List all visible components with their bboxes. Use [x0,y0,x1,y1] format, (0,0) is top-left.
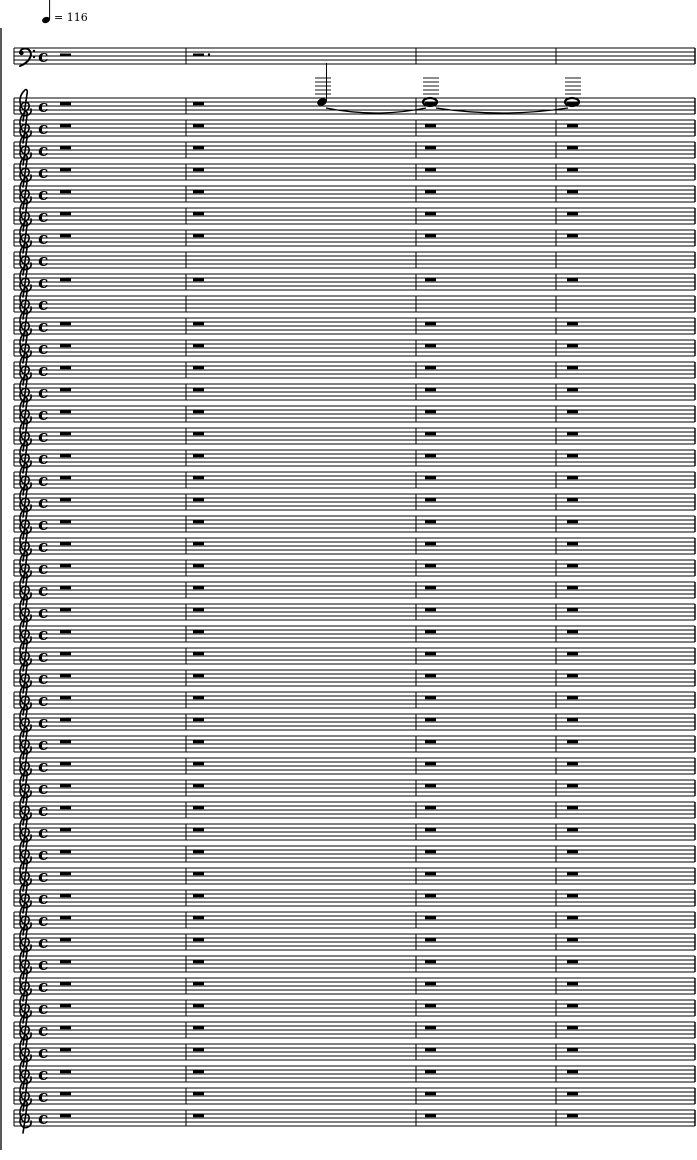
whole-rest-icon [60,344,71,347]
whole-rest-icon [425,1004,436,1007]
whole-rest-icon [567,498,578,501]
whole-rest-icon [425,718,436,721]
whole-rest-icon [567,806,578,809]
whole-rest-icon [567,344,578,347]
whole-rest-icon [60,432,71,435]
whole-rest-icon [193,1092,204,1095]
whole-rest-icon [60,916,71,919]
whole-rest-icon [567,212,578,215]
whole-rest-icon [60,124,71,127]
whole-rest-icon [567,1114,578,1117]
whole-rest-icon [425,498,436,501]
staff-26 [14,618,695,649]
common-time-icon: c [38,427,49,447]
staff-36 [14,838,695,869]
whole-rest-icon [60,674,71,677]
whole-rest-icon [60,696,71,699]
whole-rest-icon [567,168,578,171]
common-time-icon: c [38,1109,49,1129]
staff-9 [14,244,695,275]
whole-rest-icon [567,520,578,523]
staff-47 [14,1080,695,1111]
common-time-icon: c [38,449,49,469]
common-time-icon: c [38,119,49,139]
whole-rest-icon [425,278,436,281]
staff-24 [14,574,695,605]
staff-10 [14,266,695,297]
common-time-icon: c [38,713,49,733]
whole-rest-icon [193,454,204,457]
staff-34 [14,794,695,825]
whole-rest-icon [193,520,204,523]
whole-rest-icon [60,1048,71,1051]
whole-rest-icon [425,1114,436,1117]
common-time-icon: c [38,1065,49,1085]
whole-rest-icon [60,806,71,809]
common-time-icon: c [38,757,49,777]
whole-rest-icon [60,520,71,523]
whole-rest-icon [567,190,578,193]
whole-rest-icon [60,212,71,215]
whole-rest-icon [60,278,71,281]
augmentation-dot [208,53,210,55]
whole-rest-icon [425,454,436,457]
half-rest-icon [193,54,204,57]
common-time-icon: c [38,273,49,293]
whole-rest-icon [425,916,436,919]
whole-rest-icon [567,234,578,237]
whole-rest-icon [60,322,71,325]
staff-6 [14,178,695,209]
whole-rest-icon [193,608,204,611]
whole-rest-icon [60,410,71,413]
whole-rest-icon [425,982,436,985]
staff-29 [14,684,695,715]
whole-rest-icon [60,718,71,721]
staff-11 [14,288,695,319]
whole-rest-icon [425,872,436,875]
whole-rest-icon [425,190,436,193]
staff-37 [14,860,695,891]
whole-rest-icon [567,784,578,787]
whole-rest-icon [193,806,204,809]
whole-rest-icon [60,894,71,897]
whole-rest-icon [193,718,204,721]
whole-rest-icon [567,102,578,105]
whole-rest-icon [425,828,436,831]
whole-rest-icon [193,1048,204,1051]
whole-rest-icon [60,630,71,633]
whole-rest-icon [193,1114,204,1117]
staff-32 [14,750,695,781]
whole-rest-icon [425,388,436,391]
whole-rest-icon [193,278,204,281]
staff-20 [14,486,695,517]
whole-rest-icon [193,872,204,875]
whole-rest-icon [60,828,71,831]
half-rest-icon [60,54,71,57]
common-time-icon: c [38,801,49,821]
whole-rest-icon [425,762,436,765]
staff-12 [14,310,695,341]
common-time-icon: c [38,669,49,689]
whole-rest-icon [193,388,204,391]
whole-rest-icon [425,652,436,655]
common-time-icon: c [38,471,49,491]
whole-rest-icon [193,740,204,743]
whole-rest-icon [193,432,204,435]
common-time-icon: c [38,317,49,337]
staff-22 [14,530,695,561]
whole-rest-icon [567,146,578,149]
common-time-icon: c [38,405,49,425]
common-time-icon: c [38,647,49,667]
whole-rest-icon [193,850,204,853]
staff-4 [14,134,695,165]
whole-rest-icon [60,982,71,985]
whole-rest-icon [567,454,578,457]
whole-rest-icon [425,168,436,171]
whole-rest-icon [425,850,436,853]
whole-rest-icon [193,322,204,325]
common-time-icon: c [38,735,49,755]
whole-rest-icon [60,454,71,457]
staff-42 [14,970,695,1001]
whole-rest-icon [425,124,436,127]
whole-rest-icon [425,520,436,523]
whole-rest-icon [60,388,71,391]
staff-30 [14,706,695,737]
common-time-icon: c [38,1021,49,1041]
whole-rest-icon [60,938,71,941]
common-time-icon: c [38,185,49,205]
whole-rest-icon [60,498,71,501]
whole-rest-icon [567,850,578,853]
whole-rest-icon [567,1004,578,1007]
staff-16 [14,398,695,429]
whole-rest-icon [60,1092,71,1095]
staff-46 [14,1058,695,1089]
whole-rest-icon [60,740,71,743]
whole-rest-icon [193,1026,204,1029]
staff-45 [14,1036,695,1067]
whole-rest-icon [193,234,204,237]
common-time-icon: c [38,845,49,865]
whole-rest-icon [193,916,204,919]
tie [326,108,426,113]
whole-rest-icon [567,1026,578,1029]
whole-rest-icon [567,278,578,281]
whole-rest-icon [425,476,436,479]
whole-rest-icon [425,696,436,699]
whole-rest-icon [60,366,71,369]
common-time-icon: c [38,141,49,161]
whole-rest-icon [425,586,436,589]
whole-rest-icon [60,608,71,611]
whole-rest-icon [193,168,204,171]
whole-rest-icon [193,982,204,985]
tie [436,108,568,113]
common-time-icon: c [38,47,49,67]
whole-rest-icon [425,234,436,237]
staff-14 [14,354,695,385]
staff-44 [14,1014,695,1045]
whole-rest-icon [193,696,204,699]
whole-rest-icon [567,916,578,919]
whole-rest-icon [567,894,578,897]
whole-rest-icon [193,586,204,589]
staff-25 [14,596,695,627]
whole-rest-icon [567,322,578,325]
whole-rest-icon [193,146,204,149]
staff-8 [14,222,695,253]
whole-rest-icon [60,762,71,765]
whole-rest-icon [60,102,71,105]
whole-rest-icon [567,476,578,479]
whole-rest-icon [567,674,578,677]
common-time-icon: c [38,559,49,579]
whole-rest-icon [567,410,578,413]
common-time-icon: c [38,955,49,975]
whole-rest-icon [425,1092,436,1095]
whole-rest-icon [567,432,578,435]
staff-33 [14,772,695,803]
whole-rest-icon [193,190,204,193]
whole-rest-icon [425,740,436,743]
whole-rest-icon [193,652,204,655]
staff-1 [14,47,695,67]
common-time-icon: c [38,295,49,315]
whole-rest-icon [425,212,436,215]
whole-rest-icon [425,784,436,787]
whole-rest-icon [60,234,71,237]
whole-rest-icon [425,1048,436,1051]
whole-rest-icon [193,1070,204,1073]
staff-38 [14,882,695,913]
common-time-icon: c [38,493,49,513]
common-time-icon: c [38,625,49,645]
whole-rest-icon [193,960,204,963]
common-time-icon: c [38,889,49,909]
whole-rest-icon [567,718,578,721]
common-time-icon: c [38,823,49,843]
whole-rest-icon [567,608,578,611]
staff-2 [14,63,695,121]
staff-7 [14,200,695,231]
whole-rest-icon [193,498,204,501]
whole-rest-icon [193,102,204,105]
whole-rest-icon [193,630,204,633]
whole-rest-icon [60,542,71,545]
staff-18 [14,442,695,473]
whole-rest-icon [60,960,71,963]
whole-rest-icon [193,564,204,567]
whole-rest-icon [60,1026,71,1029]
whole-rest-icon [60,872,71,875]
common-time-icon: c [38,1043,49,1063]
common-time-icon: c [38,977,49,997]
whole-rest-icon [425,938,436,941]
whole-rest-icon [425,344,436,347]
staff-35 [14,816,695,847]
common-time-icon: c [38,537,49,557]
whole-rest-icon [60,168,71,171]
whole-rest-icon [60,146,71,149]
whole-rest-icon [567,872,578,875]
staff-28 [14,662,695,693]
whole-rest-icon [425,674,436,677]
staff-31 [14,728,695,759]
whole-rest-icon [193,674,204,677]
whole-rest-icon [567,1070,578,1073]
whole-rest-icon [425,806,436,809]
common-time-icon: c [38,911,49,931]
staff-17 [14,420,695,451]
common-time-icon: c [38,515,49,535]
whole-rest-icon [60,190,71,193]
whole-rest-icon [567,982,578,985]
whole-rest-icon [425,894,436,897]
common-time-icon: c [38,229,49,249]
whole-rest-icon [193,124,204,127]
whole-rest-icon [193,762,204,765]
whole-rest-icon [567,630,578,633]
whole-rest-icon [425,366,436,369]
whole-rest-icon [60,850,71,853]
common-time-icon: c [38,581,49,601]
whole-rest-icon [425,542,436,545]
whole-rest-icon [193,784,204,787]
whole-rest-icon [567,960,578,963]
whole-rest-icon [193,344,204,347]
staff-48 [14,1102,695,1133]
whole-rest-icon [425,564,436,567]
staff-43 [14,992,695,1023]
whole-rest-icon [567,124,578,127]
staff-23 [14,552,695,583]
staff-19 [14,464,695,495]
whole-rest-icon [193,828,204,831]
whole-rest-icon [567,542,578,545]
whole-rest-icon [567,1048,578,1051]
common-time-icon: c [38,779,49,799]
whole-rest-icon [425,1026,436,1029]
staff-3 [14,112,695,143]
whole-rest-icon [60,476,71,479]
common-time-icon: c [38,163,49,183]
whole-rest-icon [60,1070,71,1073]
common-time-icon: c [38,207,49,227]
common-time-icon: c [38,97,49,117]
common-time-icon: c [38,603,49,623]
whole-rest-icon [193,410,204,413]
common-time-icon: c [38,361,49,381]
staff-13 [14,332,695,363]
whole-rest-icon [193,894,204,897]
whole-rest-icon [193,1004,204,1007]
whole-rest-icon [60,1004,71,1007]
staff-40 [14,926,695,957]
common-time-icon: c [38,999,49,1019]
whole-rest-icon [567,366,578,369]
whole-rest-icon [567,828,578,831]
staff-15 [14,376,695,407]
whole-rest-icon [60,564,71,567]
staff-41 [14,948,695,979]
staff-21 [14,508,695,539]
common-time-icon: c [38,251,49,271]
common-time-icon: c [38,867,49,887]
whole-rest-icon [60,1114,71,1117]
whole-rest-icon [193,212,204,215]
whole-rest-icon [567,1092,578,1095]
whole-rest-icon [193,542,204,545]
whole-rest-icon [193,476,204,479]
whole-rest-icon [60,652,71,655]
whole-rest-icon [425,322,436,325]
whole-rest-icon [425,410,436,413]
whole-rest-icon [567,696,578,699]
common-time-icon: c [38,383,49,403]
whole-rest-icon [425,1070,436,1073]
common-time-icon: c [38,1087,49,1107]
whole-rest-icon [567,388,578,391]
whole-rest-icon [60,586,71,589]
whole-rest-icon [425,146,436,149]
whole-rest-icon [425,102,436,105]
whole-rest-icon [60,784,71,787]
whole-rest-icon [567,564,578,567]
staff-5 [14,156,695,187]
whole-rest-icon [567,938,578,941]
whole-rest-icon [567,740,578,743]
whole-rest-icon [425,630,436,633]
whole-rest-icon [425,960,436,963]
tempo-text: = 116 [54,11,88,24]
staff-39 [14,904,695,935]
whole-rest-icon [567,586,578,589]
common-time-icon: c [38,691,49,711]
whole-rest-icon [567,652,578,655]
whole-rest-icon [567,762,578,765]
whole-rest-icon [193,366,204,369]
whole-rest-icon [425,432,436,435]
whole-rest-icon [193,938,204,941]
whole-rest-icon [425,608,436,611]
common-time-icon: c [38,933,49,953]
common-time-icon: c [38,339,49,359]
bass-clef-icon [19,49,35,66]
staff-27 [14,640,695,671]
